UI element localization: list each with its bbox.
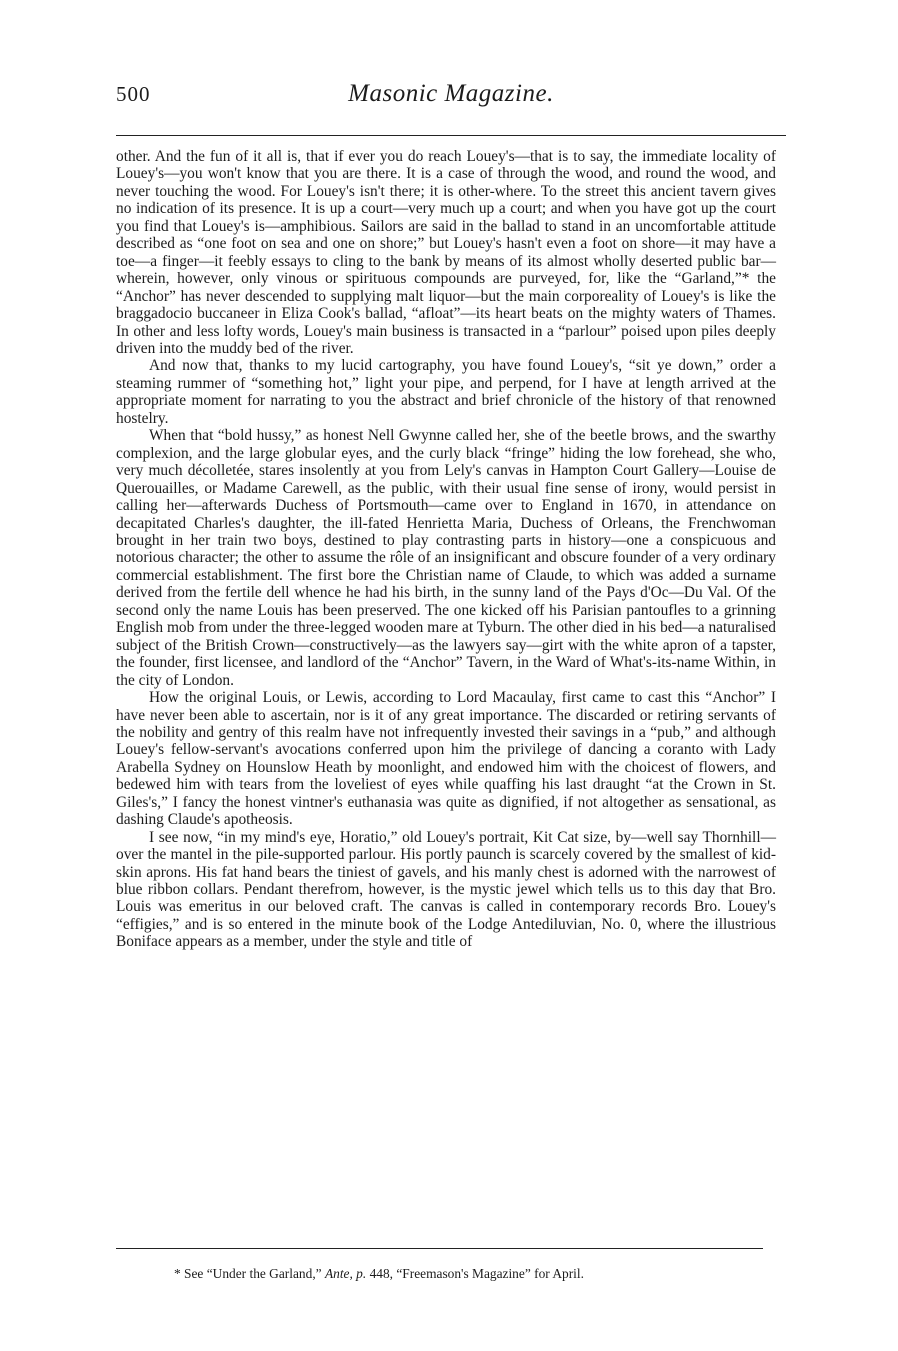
paragraph-3: When that “bold hussy,” as honest Nell Gwynne called her, she of the beetle brows, and the swarthy complexion, and the large globular eyes, and the curly black “fringe” hiding the low forehead, she who, very much décolletée, stares insolently at you from Lely's canvas in Hampton Court Gallery—Louise de Querouailles, or Madame Carewell, as the public, with their usual fine sense of irony, would persist in calling her—afterwards Duchess of Portsmouth—came over to England in 1670, in attendance on decapitated Charles's daughter, the ill-fated Henrietta Maria, Duchess of Orleans, the Frenchwoman brought in her train two boys, destined to play contrasting parts in history—one a conspicuous and notorious character; the other to assume the rôle of an insignificant and obscure founder of a very ordinary commercial establishment. The first bore the Christian name of Claude, to which was added a surname derived from the fertile dell whence he had his birth, in the sunny land of the Pays d'Oc—Du Val. Of the second only the name Louis has been preserved. The one kicked off his Parisian pantoufles to a grinning English mob from under the three-legged wooden mare at Tyburn. The other died in his bed—a naturalised subject of the British Crown—constructively—as the lawyers say—girt with the white apron of a tapster, the founder, first licensee, and landlord of the “Anchor” Tavern, in the Ward of What's-its-name Within, in the city of London.	[116, 427, 776, 689]
paragraph-1: other. And the fun of it all is, that if ever you do reach Louey's—that is to say, the immediate locality of Louey's—you won't know that you are there. It is a case of through the wood, and round the wood, and never touching the wood. For Louey's isn't there; it is other-where. To the street this ancient tavern gives no indication of its presence. It is up a court—very much up a court; and when you have got up the court you find that Louey's is—amphibious. Sailors are said in the ballad to stand in an uncomfortable attitude described as “one foot on sea and one on shore;” but Louey's hasn't even a foot on shore—it may have a toe—a finger—it feebly essays to cling to the bank by means of its almost wholly deserted public bar—wherein, however, only vinous or spirituous compounds are purveyed, for, like the “Garland,”* the “Anchor” has never descended to supplying malt liquor—but the main corporeality of Louey's is like the braggadocio buccaneer in Eliza Cook's ballad, “afloat”—its heart beats on the mighty waters of Thames. In other and less lofty words, Louey's main business is transacted in a “parlour” poised upon piles deeply driven into the muddy bed of the river.	[116, 148, 776, 357]
footnote-citation: Ante, p.	[324, 1266, 367, 1281]
paragraph-4: How the original Louis, or Lewis, according to Lord Macaulay, first came to cast this “Anchor” I have never been able to ascertain, nor is it of any great importance. The discarded or retiring servants of the nobility and gentry of this realm have not infrequently invested their savings in a “pub,” and although Louey's fellow-servant's avocations conferred upon him the privilege of dancing a coranto with Lady Arabella Sydney on Hounslow Heath by moonlight, and endowed him with the choicest of flowers, and bedewed him with tears from the loveliest of eyes while quaffing his last draught “at the Crown in St. Giles's,” I fancy the honest vintner's euthanasia was quite as dignified, if not altogether as sensational, as dashing Claude's apotheosis.	[116, 689, 776, 829]
header-rule	[116, 135, 786, 136]
footnote-rule	[116, 1248, 763, 1249]
footnote-text-end: 448, “Freemason's Magazine” for April.	[366, 1266, 584, 1281]
paragraph-5: I see now, “in my mind's eye, Horatio,” old Louey's portrait, Kit Cat size, by—well say Thornhill—over the mantel in the pile-supported parlour. His portly paunch is scarcely covered by the smallest of kid-skin aprons. His fat hand bears the tiniest of gavels, and his manly chest is adorned with the narrowest of blue ribbon collars. Pendant therefrom, however, is the mystic jewel which tells us to this day that Bro. Louis was emeritus in our beloved craft. The canvas is called in contemporary records Bro. Louey's “effigies,” and is so entered in the minute book of the Lodge Antediluvian, No. 0, where the illustrious Boniface appears as a member, under the style and title of	[116, 828, 776, 951]
page-header	[116, 80, 786, 114]
running-title: Masonic Magazine.	[348, 80, 554, 107]
paragraph-2: And now that, thanks to my lucid cartography, you have found Louey's, “sit ye down,” order a steaming rummer of “something hot,” light your pipe, and perpend, for I have at length arrived at the appropriate moment for narrating to you the abstract and brief chronicle of the history of that renowned hostelry.	[116, 357, 776, 427]
article-body	[116, 148, 776, 951]
footnote	[174, 1266, 774, 1282]
footnote-text-start: * See “Under the Garland,”	[174, 1266, 325, 1281]
page-number: 500	[116, 82, 151, 106]
